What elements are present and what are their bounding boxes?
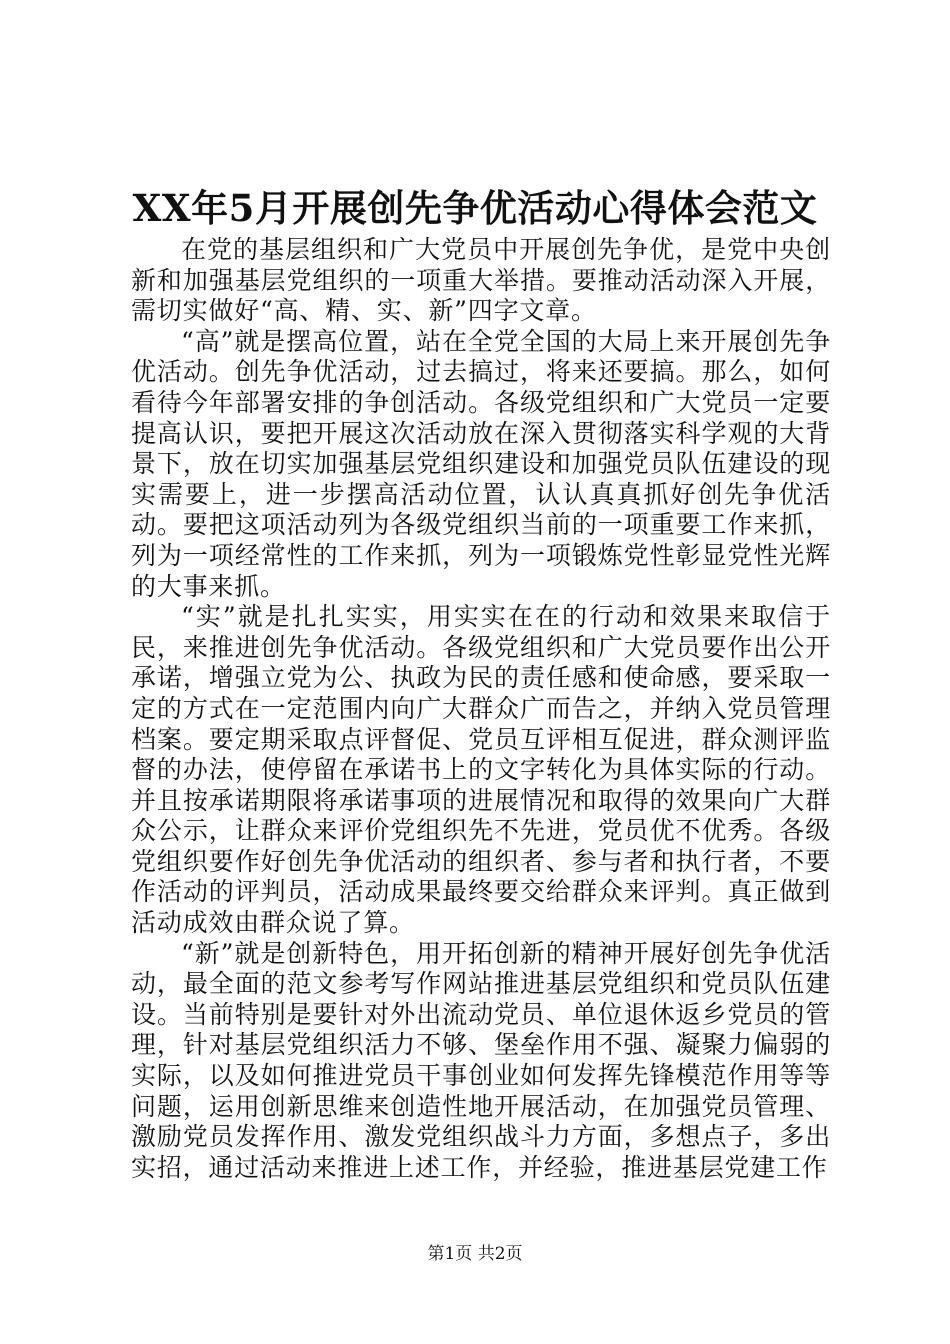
paragraph-xin: “新”就是创新特色，用开拓创新的精神开展好创先争优活动，最全面的范文参考写作网站推进基层党组织和党员队伍建设。当前特别是要针对外出流动党员、单位退休返乡党员的管理，针对基层党组织活力不够、堡垒作用不强、凝聚力偏弱的实际，以及如何推进党员干事创业如何发挥先锋模范作用等等问题，运用创新思维来创造性地开展活动，在加强党员管理、激励党员发挥作用、激发党组织战斗力方面，多想点子，多出实招，通过活动来推进上述工作，并经验，推进基层党建工作 — [131, 938, 831, 1182]
document-body — [131, 235, 831, 1183]
document-title: XX年5月开展创先争优活动心得体会范文 — [132, 186, 818, 230]
page-number: 第1页 共2页 — [427, 1244, 523, 1264]
paragraph-shi: “实”就是扎扎实实，用实实在在的行动和效果来取信于民，来推进创先争优活动。各级党组织和广大党员要作出公开承诺，增强立党为公、执政为民的责任感和使命感，要采取一定的方式在一定范围内向广大群众广而告之，并纳入党员管理档案。要定期采取点评督促、党员互评相互促进，群众测评监督的办法，使停留在承诺书上的文字转化为具体实际的行动。并且按承诺期限将承诺事项的进展情况和取得的效果向广大群众公示，让群众来评价党组织先不先进，党员优不优秀。各级党组织要作好创先争优活动的组织者、参与者和执行者，不要作活动的评判员，活动成果最终要交给群众来评判。真正做到活动成效由群众说了算。 — [131, 602, 831, 938]
paragraph-intro: 在党的基层组织和广大党员中开展创先争优，是党中央创新和加强基层党组织的一项重大举措。要推动活动深入开展，需切实做好“高、精、实、新”四字文章。 — [131, 235, 831, 326]
paragraph-gao: “高”就是摆高位置，站在全党全国的大局上来开展创先争优活动。创先争优活动，过去搞过，将来还要搞。那么，如何看待今年部署安排的争创活动。各级党组织和广大党员一定要提高认识，要把开展这次活动放在深入贯彻落实科学观的大背景下，放在切实加强基层党组织建设和加强党员队伍建设的现实需要上，进一步摆高活动位置，认认真真抓好创先争优活动。要把这项活动列为各级党组织当前的一项重要工作来抓，列为一项经常性的工作来抓，列为一项锻炼党性彰显党性光辉的大事来抓。 — [131, 326, 831, 601]
